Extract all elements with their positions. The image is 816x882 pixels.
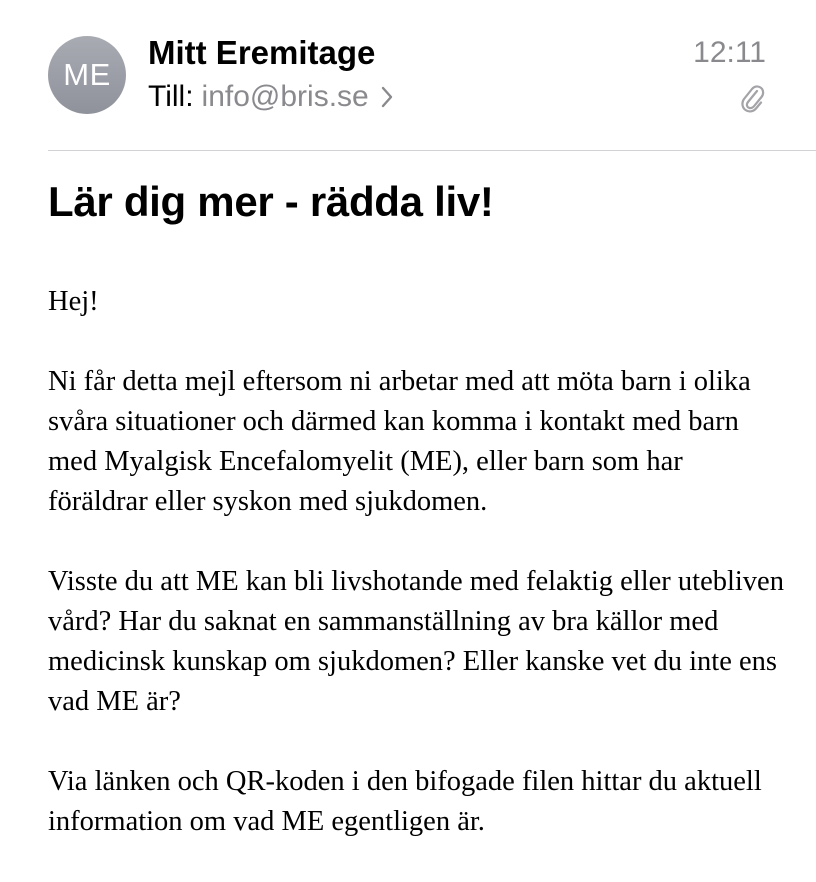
header-divider xyxy=(48,150,816,151)
avatar[interactable] xyxy=(48,36,126,114)
to-address[interactable]: info@bris.se xyxy=(201,80,369,113)
body-paragraph: Via länken och QR-koden i den bifogade filen hittar du aktuell information om vad ME egentligen är. xyxy=(48,766,762,837)
email-subject: Lär dig mer - rädda liv! xyxy=(48,178,494,225)
body-paragraph: Ni får detta mejl eftersom ni arbetar med att möta barn i olika svåra situationer och därmed kan komma i kontakt med barn med Myalgisk Encefalomyelit (ME), eller barn som har föräldrar eller syskon med sjukdomen. xyxy=(48,366,751,517)
to-label: Till: xyxy=(148,80,194,113)
recipient-row[interactable] xyxy=(148,80,393,114)
avatar-initials: ME xyxy=(63,57,111,92)
greeting: Hej! xyxy=(48,286,99,317)
timestamp: 12:11 xyxy=(693,36,766,69)
chevron-right-icon[interactable] xyxy=(381,86,393,108)
paperclip-icon[interactable] xyxy=(740,84,766,114)
sender-name[interactable]: Mitt Eremitage xyxy=(148,34,376,71)
body-paragraph: Visste du att ME kan bli livshotande med felaktig eller utebliven vård? Har du saknat en sammanställning av bra källor med medicinsk kunskap om sjukdomen? Eller kanske vet du inte ens vad ME är? xyxy=(48,566,784,717)
email-body xyxy=(48,282,788,882)
